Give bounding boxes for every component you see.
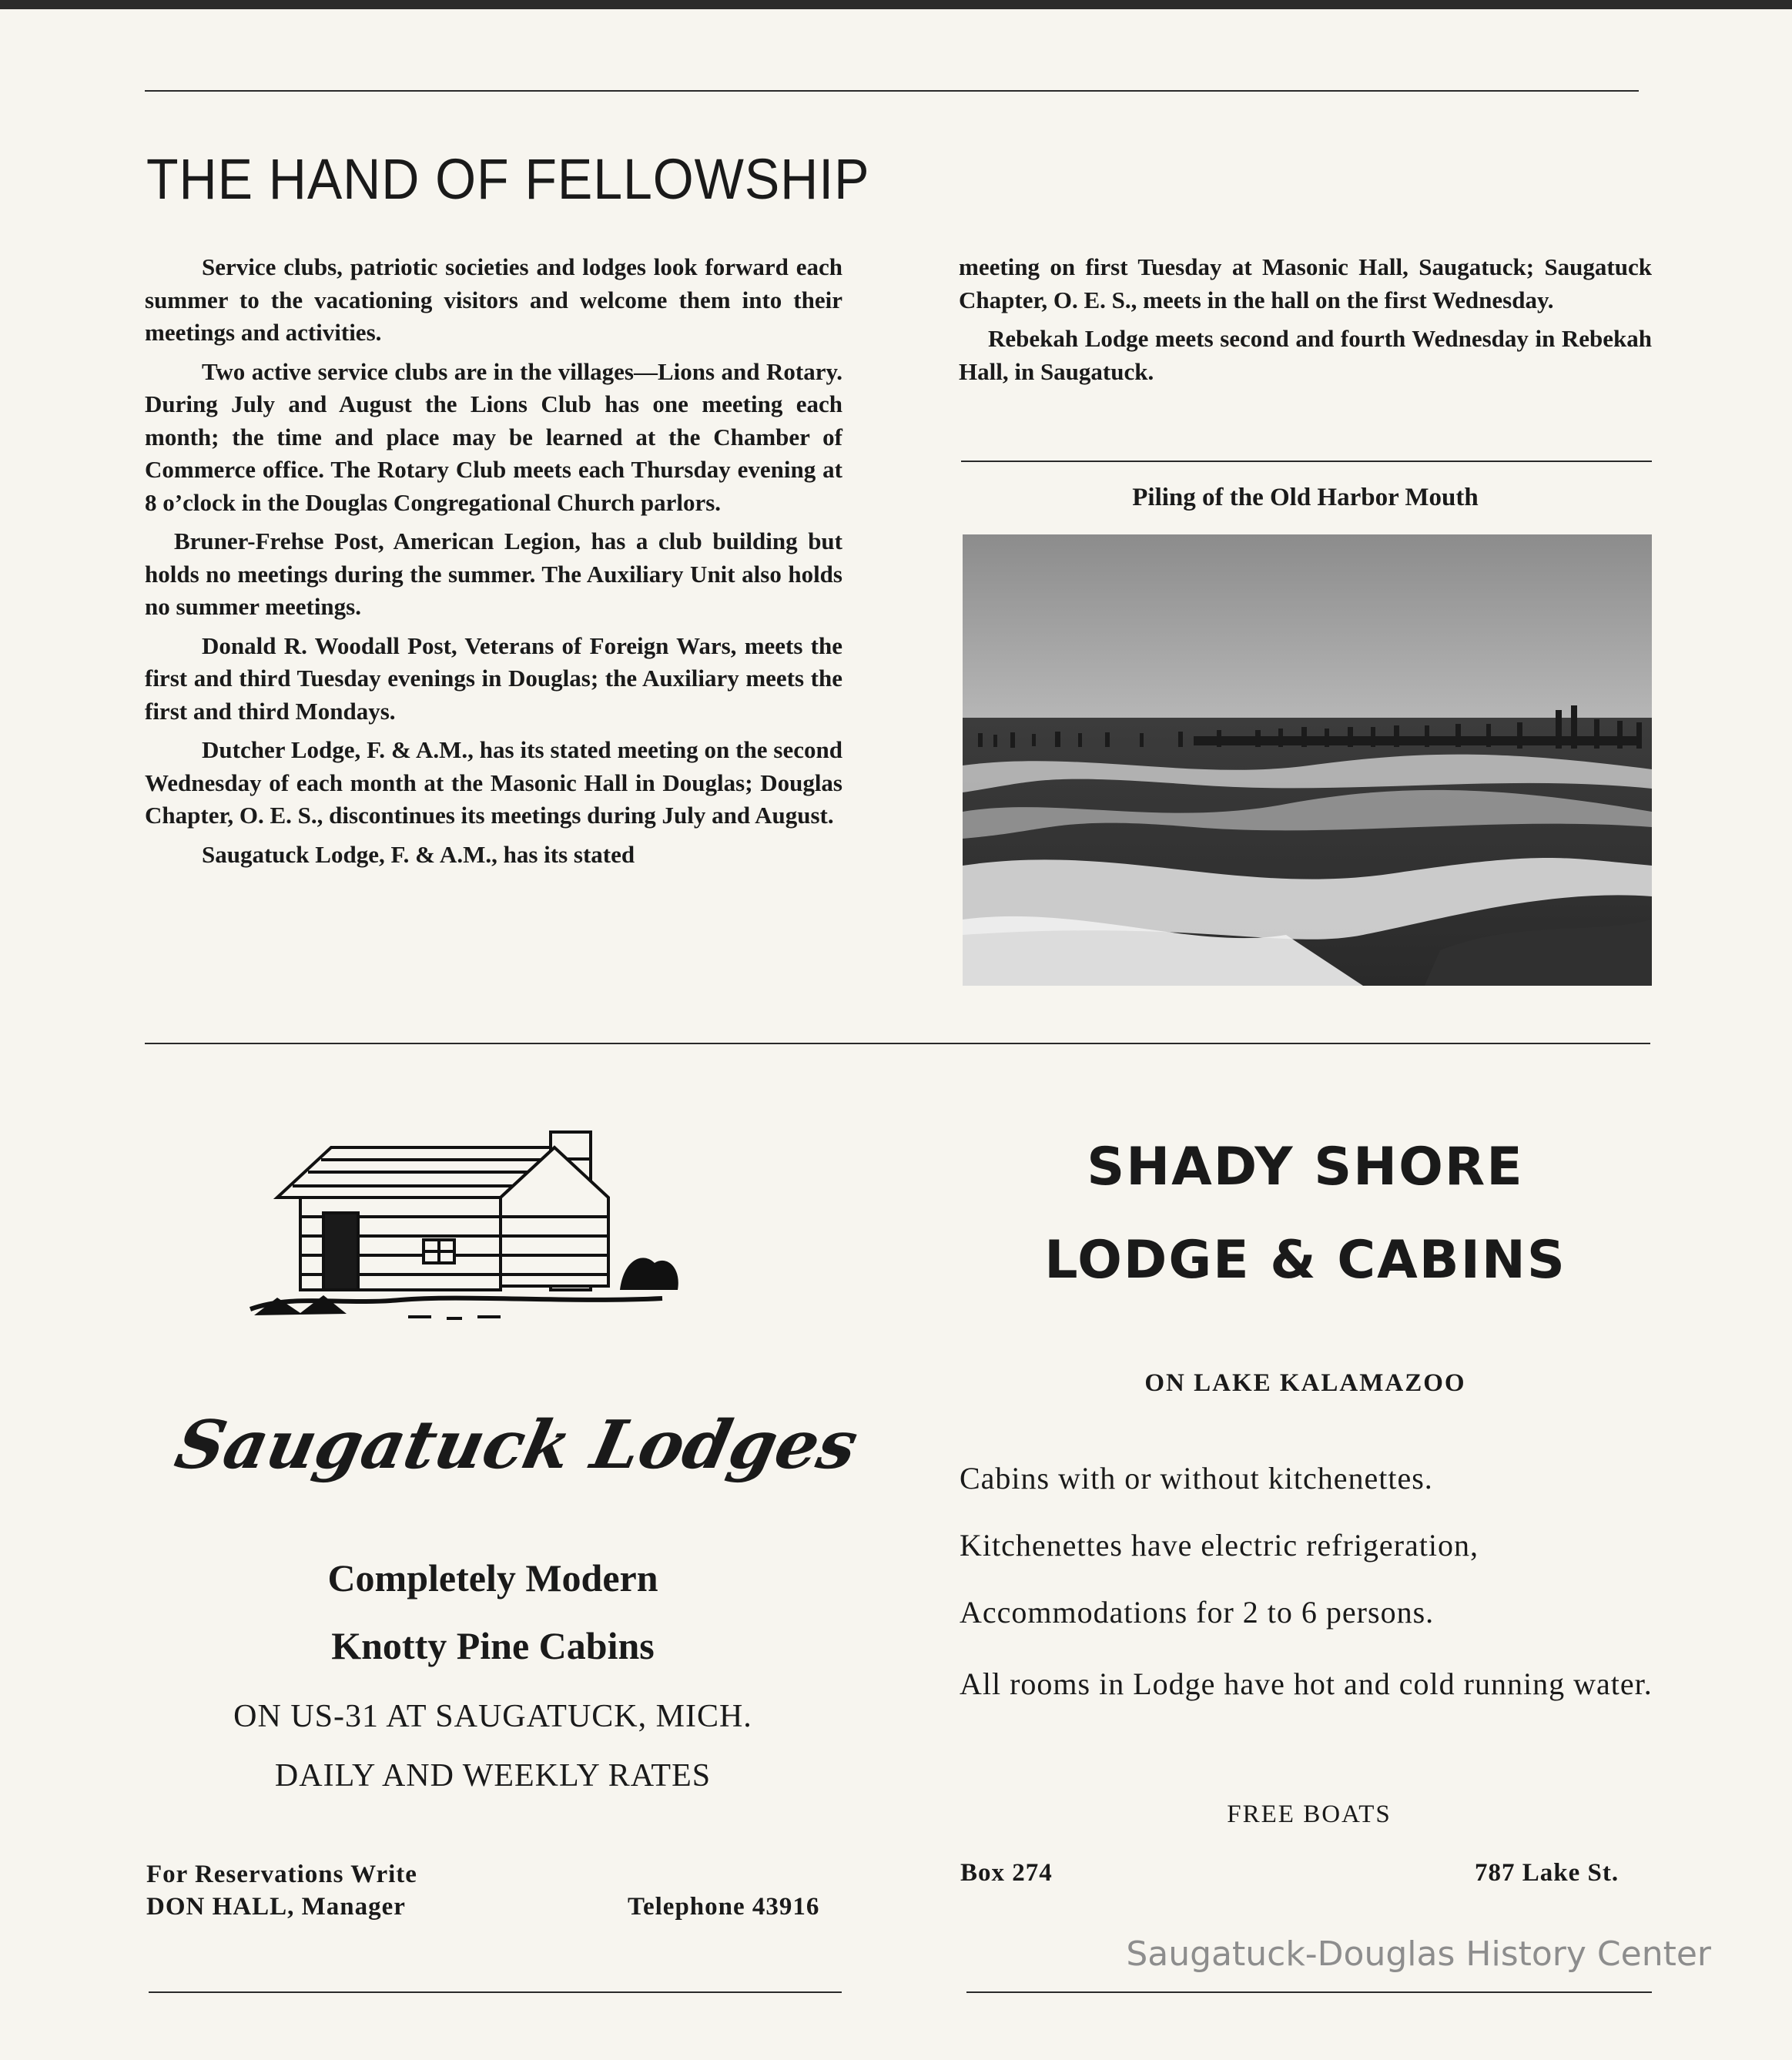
top-rule [145, 90, 1639, 92]
bottom-rule-right [966, 1991, 1652, 1993]
log-cabin-icon [246, 1124, 724, 1325]
scan-edge [0, 0, 1792, 9]
photo-top-rule [961, 461, 1652, 462]
watermark: Saugatuck-Douglas History Center [1126, 1934, 1711, 1974]
ad-right-location: ON LAKE KALAMAZOO [1144, 1369, 1466, 1397]
ad-right-free-boats: FREE BOATS [1227, 1800, 1392, 1828]
bottom-rule-left [149, 1991, 842, 1993]
paragraph: meeting on first Tuesday at Masonic Hall, Saugatuck; Saugatuck Chapter, O. E. S., meets in the hall on the first Wednesday. [959, 253, 1652, 313]
paragraph: Donald R. Woodall Post, Veterans of Foreign Wars, meets the first and third Tuesday evenings in Douglas; the Auxiliary meets the first and third Mondays. [145, 631, 842, 725]
ad-right-feature: All rooms in Lodge have hot and cold running water. [960, 1666, 1653, 1701]
ad-left-line3: ON US-31 AT SAUGATUCK, MICH. [233, 1699, 752, 1734]
paragraph: Two active service clubs are in the villages—Lions and Rotary. During July and August the Lions Club has one meeting each month; the time and place may be learned at the Chamber of Commerce office. The Rotary Club meets each Thursday evening at 8 o’clock in the Douglas Congregational Church parlors. [145, 357, 842, 516]
page-title: THE HAND OF FELLOWSHIP [146, 147, 870, 211]
paragraph: Dutcher Lodge, F. & A.M., has its stated meeting on the second Wednesday of each month at the Masonic Hall in Douglas; Douglas Chapter, O. E. S., discontinues its meetings during July and August. [145, 736, 842, 829]
photo-caption: Piling of the Old Harbor Mouth [1132, 484, 1479, 511]
ad-right-address: 787 Lake St. [1475, 1859, 1619, 1887]
ad-right-name1: SHADY SHORE [1087, 1137, 1524, 1197]
article-right-column [959, 251, 1652, 394]
ad-left-contact1: For Reservations Write [146, 1861, 417, 1888]
ad-left-contact2: DON HALL, Manager [146, 1893, 406, 1921]
middle-rule [145, 1043, 1650, 1044]
ad-left-line1: Completely Modern [327, 1556, 658, 1599]
ad-right-feature: Kitchenettes have electric refrigeration, [960, 1528, 1479, 1563]
paragraph: Saugatuck Lodge, F. & A.M., has its stated [202, 840, 635, 868]
harbor-photo [963, 534, 1652, 986]
paragraph: Service clubs, patriotic societies and lodges look forward each summer to the vacationing visitors and welcome them into their meetings and activities. [145, 253, 842, 346]
ad-left-telephone: Telephone 43916 [628, 1893, 820, 1921]
ad-left-line4: DAILY AND WEEKLY RATES [274, 1758, 712, 1794]
paragraph: Rebekah Lodge meets second and fourth Wednesday in Rebekah Hall, in Saugatuck. [959, 325, 1652, 385]
paragraph: Bruner-Frehse Post, American Legion, has a club building but holds no meetings during the summer. The Auxiliary Unit also holds no summer meetings. [145, 528, 842, 620]
ad-right-feature: Cabins with or without kitchenettes. [960, 1461, 1433, 1496]
saugatuck-lodges-logo: Saugatuck Lodges [169, 1406, 865, 1484]
ad-right-box: Box 274 [960, 1859, 1053, 1887]
harbor-photo-image [963, 534, 1652, 986]
ad-left-line2: Knotty Pine Cabins [331, 1624, 655, 1667]
ad-right-feature: Accommodations for 2 to 6 persons. [960, 1595, 1435, 1630]
article-left-column [145, 251, 842, 877]
ad-right-name2: LODGE & CABINS [1044, 1230, 1566, 1291]
